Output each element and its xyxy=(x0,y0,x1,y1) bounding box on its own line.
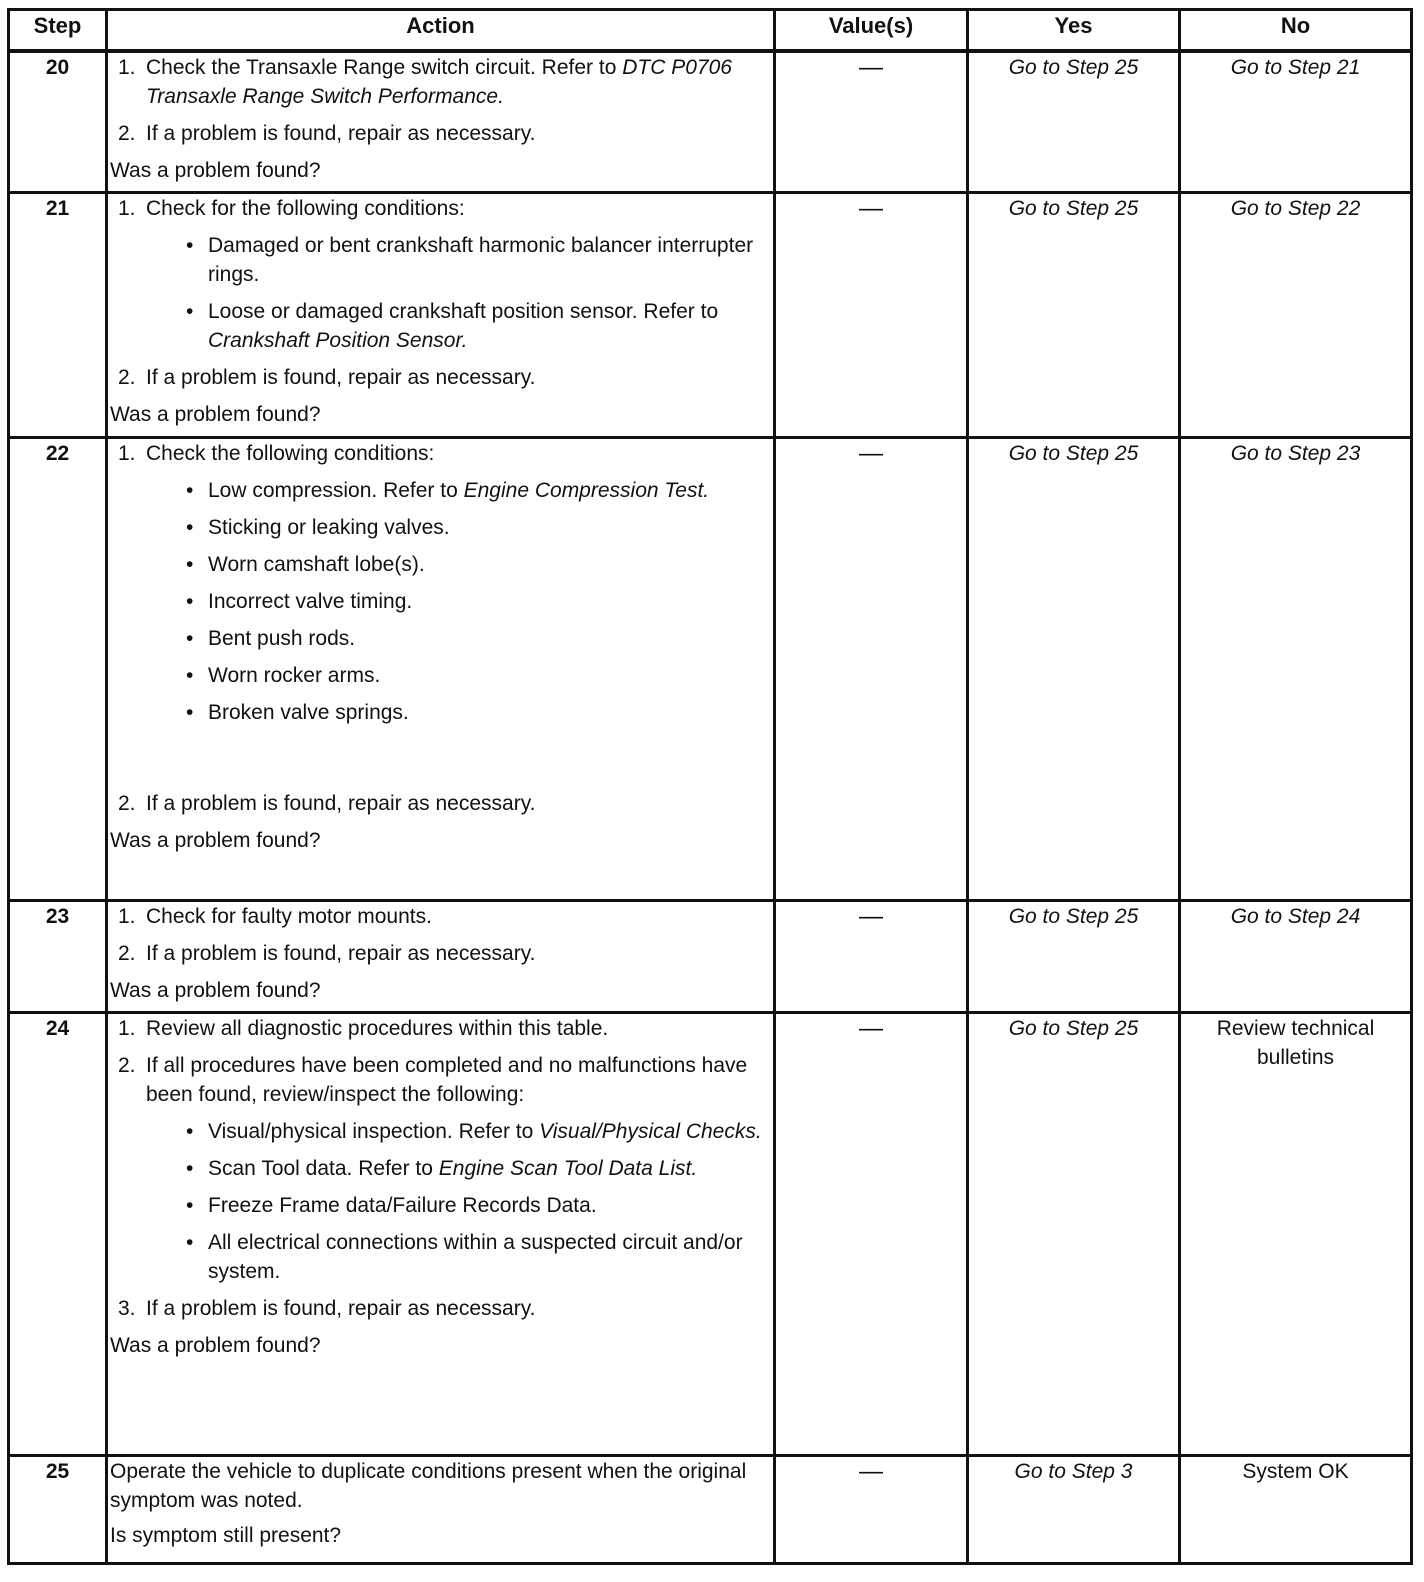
bullet-item: • Low compression. Refer to Engine Compression Test. xyxy=(186,478,710,502)
action-item: 2. If a problem is found, repair as necessary. xyxy=(118,791,536,815)
action-text: If all procedures have been completed and no malfunctions have been found, review/inspect the following: xyxy=(146,1053,748,1106)
question-text: Was a problem found? xyxy=(110,828,321,852)
question-text: Was a problem found? xyxy=(110,402,321,426)
no-cell: System OK xyxy=(1180,1455,1412,1563)
action-item: 1. Review all diagnostic procedures within this table. xyxy=(118,1016,609,1040)
reference-link: DTC P0706 Transaxle Range Switch Performance. xyxy=(146,56,732,108)
bullet-item: • Worn camshaft lobe(s). xyxy=(186,552,425,576)
bullet-text: Damaged or bent crankshaft harmonic balancer interrupter rings. xyxy=(208,233,754,286)
action-text: Check for faulty motor mounts. xyxy=(146,904,432,928)
action-text: If a problem is found, repair as necessary. xyxy=(146,1296,536,1320)
action-text: If a problem is found, repair as necessary. xyxy=(146,122,536,145)
value-cell: — xyxy=(775,1012,968,1455)
reference-link: Crankshaft Position Sensor. xyxy=(208,328,468,352)
table-row xyxy=(9,192,1412,437)
step-number: 24 xyxy=(9,1012,107,1455)
bullet-text: Worn camshaft lobe(s). xyxy=(208,552,425,576)
spacer xyxy=(108,735,773,789)
bullet-text: Worn rocker arms. xyxy=(208,663,381,687)
action-cell xyxy=(107,1012,775,1455)
no-cell: Go to Step 22 xyxy=(1180,192,1412,437)
bullet-text: All electrical connections within a suspected circuit and/or system. xyxy=(208,1230,743,1283)
bullet-text: Low compression. Refer to xyxy=(208,478,458,502)
bullet-item: • Incorrect valve timing. xyxy=(186,589,413,613)
step-number: 21 xyxy=(9,192,107,437)
bullet-text: Broken valve springs. xyxy=(208,700,409,724)
action-text: If a problem is found, repair as necessary. xyxy=(146,941,536,965)
action-item: 1. Check for faulty motor mounts. xyxy=(118,904,432,928)
diagnostic-table xyxy=(7,8,1413,1565)
action-text: If a problem is found, repair as necessary. xyxy=(146,365,536,389)
action-text: Review all diagnostic procedures within this table. xyxy=(146,1016,609,1040)
table-row xyxy=(9,900,1412,1012)
value-cell: — xyxy=(775,900,968,1012)
action-item: 2. If a problem is found, repair as necessary. xyxy=(118,365,536,389)
bullet-text: Sticking or leaking valves. xyxy=(208,515,450,539)
bullet-item: • Broken valve springs. xyxy=(186,700,409,724)
action-cell xyxy=(107,900,775,1012)
table-row xyxy=(9,51,1412,192)
bullet-text: Bent push rods. xyxy=(208,626,356,650)
table-row xyxy=(9,1455,1412,1563)
action-item: 3. If a problem is found, repair as necessary. xyxy=(118,1296,536,1320)
bullet-item: • Damaged or bent crankshaft harmonic balancer interrupter rings. xyxy=(186,233,754,286)
action-text: Check the following conditions: xyxy=(146,441,435,465)
action-cell xyxy=(107,192,775,437)
action-item: 2. If all procedures have been completed and no malfunctions have been found, review/inspect the following: xyxy=(118,1053,748,1106)
reference-link: Visual/Physical Checks. xyxy=(539,1119,762,1143)
header-row xyxy=(9,10,1412,52)
step-number: 25 xyxy=(9,1455,107,1563)
header-yes: Yes xyxy=(968,10,1180,52)
step-number: 20 xyxy=(9,51,107,192)
value-cell: — xyxy=(775,437,968,900)
no-cell: Review technical bulletins xyxy=(1180,1012,1412,1455)
yes-cell: Go to Step 25 xyxy=(968,437,1180,900)
step-number: 22 xyxy=(9,437,107,900)
reference-link: Engine Compression Test. xyxy=(463,478,710,502)
yes-cell: Go to Step 25 xyxy=(968,51,1180,192)
table-row xyxy=(9,437,1412,900)
action-item: 1. Check for the following conditions: xyxy=(118,196,465,220)
bullet-text: Incorrect valve timing. xyxy=(208,589,413,613)
action-item: 1. Check the following conditions: xyxy=(118,441,435,465)
question-text: Is symptom still present? xyxy=(110,1523,342,1547)
value-cell: — xyxy=(775,192,968,437)
step-number: 23 xyxy=(9,900,107,1012)
bullet-item: • All electrical connections within a suspected circuit and/or system. xyxy=(186,1230,743,1283)
bullet-text: Loose or damaged crankshaft position sensor. Refer to xyxy=(208,299,719,323)
bullet-item: • Scan Tool data. Refer to Engine Scan Tool Data List. xyxy=(186,1156,698,1180)
action-text: If a problem is found, repair as necessary. xyxy=(146,791,536,815)
action-text: Check the Transaxle Range switch circuit. Refer to xyxy=(146,56,617,79)
action-cell xyxy=(107,51,775,192)
action-item: 2. If a problem is found, repair as necessary. xyxy=(118,941,536,965)
header-values: Value(s) xyxy=(775,10,968,52)
action-text: Check for the following conditions: xyxy=(146,196,465,220)
bullet-item: • Freeze Frame data/Failure Records Data. xyxy=(186,1193,597,1217)
action-cell xyxy=(107,437,775,900)
action-text: Operate the vehicle to duplicate conditions present when the original symptom was noted. xyxy=(110,1459,747,1512)
bullet-text: Visual/physical inspection. Refer to xyxy=(208,1119,534,1143)
header-no: No xyxy=(1180,10,1412,52)
no-cell: Go to Step 24 xyxy=(1180,900,1412,1012)
bullet-text: Scan Tool data. Refer to xyxy=(208,1156,433,1180)
question-text: Was a problem found? xyxy=(110,159,321,182)
yes-cell: Go to Step 25 xyxy=(968,192,1180,437)
action-item: 2. If a problem is found, repair as necessary. xyxy=(118,122,536,145)
bullet-item: • Visual/physical inspection. Refer to Visual/Physical Checks. xyxy=(186,1119,762,1143)
bullet-text: Freeze Frame data/Failure Records Data. xyxy=(208,1193,597,1217)
yes-cell: Go to Step 3 xyxy=(968,1455,1180,1563)
bullet-item: • Bent push rods. xyxy=(186,626,356,650)
yes-cell: Go to Step 25 xyxy=(968,1012,1180,1455)
no-cell: Go to Step 21 xyxy=(1180,51,1412,192)
reference-link: Engine Scan Tool Data List. xyxy=(438,1156,698,1180)
table-row xyxy=(9,1012,1412,1455)
action-cell xyxy=(107,1455,775,1563)
question-text: Was a problem found? xyxy=(110,978,321,1002)
header-step: Step xyxy=(9,10,107,52)
action-item: 1. Check the Transaxle Range switch circuit. Refer to DTC P0706 Transaxle Range Switch Performance. xyxy=(118,56,732,108)
value-cell: — xyxy=(775,1455,968,1563)
question-text: Was a problem found? xyxy=(110,1333,321,1357)
value-cell: — xyxy=(775,51,968,192)
bullet-item: • Sticking or leaking valves. xyxy=(186,515,450,539)
bullet-item: • Loose or damaged crankshaft position sensor. Refer to Crankshaft Position Sensor. xyxy=(186,299,719,352)
bullet-item: • Worn rocker arms. xyxy=(186,663,381,687)
no-cell: Go to Step 23 xyxy=(1180,437,1412,900)
header-action: Action xyxy=(107,10,775,52)
yes-cell: Go to Step 25 xyxy=(968,900,1180,1012)
